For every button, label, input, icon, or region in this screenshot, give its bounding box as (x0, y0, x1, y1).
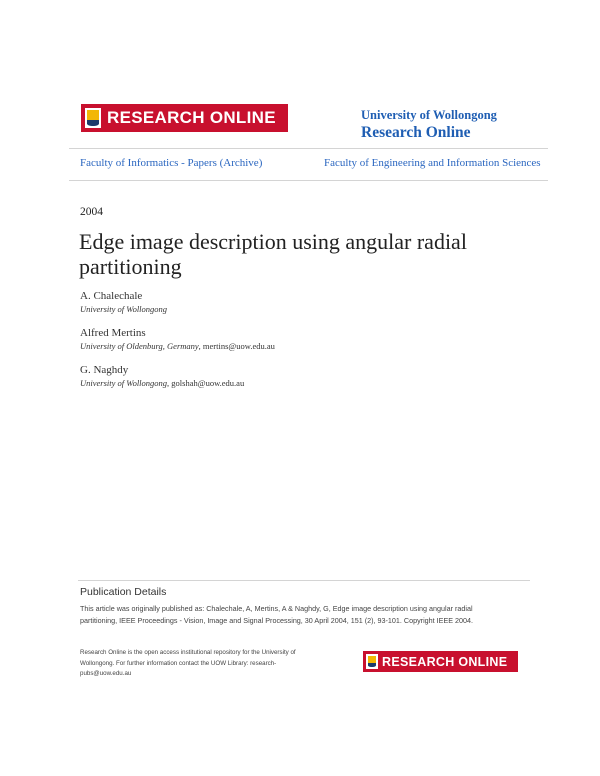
university-name: University of Wollongong (361, 108, 497, 122)
author-block (80, 290, 167, 314)
author-block (80, 327, 275, 351)
faculty-informatics-link[interactable]: Faculty of Informatics - Papers (Archive) (80, 157, 263, 169)
divider-bottom (69, 180, 548, 181)
publication-year: 2004 (80, 206, 103, 218)
author-affiliation: University of Wollongong (80, 304, 168, 314)
author-name: Alfred Mertins (80, 327, 146, 339)
paper-title: Edge image description using angular radial partitioning (79, 229, 467, 279)
uow-shield-icon (85, 108, 101, 128)
research-online-footer-logo[interactable] (363, 651, 518, 672)
author-block (80, 364, 244, 388)
uow-research-online-heading[interactable] (361, 108, 497, 142)
publication-details-heading: Publication Details (80, 586, 167, 598)
logo-text: RESEARCH ONLINE (107, 108, 276, 127)
author-affiliation: University of Wollongong, golshah@uow.edu.au (80, 378, 245, 388)
repository-footer-text: Research Online is the open access institutional repository for the University of Wollongong. For further information contact the UOW Library: research-pubs@uow.edu.au (80, 649, 296, 677)
divider-publication (78, 580, 530, 581)
publication-details-text: This article was originally published as: Chalechale, A, Mertins, A & Naghdy, G, Edge image description using angular radial partitioning, IEEE Proceedings - Vision, Image and Signal Processing, 30 April 2004, 151 (2), 93-101. Copyright IEEE 2004. (80, 604, 474, 625)
uow-shield-icon (366, 654, 378, 669)
divider-top (69, 148, 548, 149)
faculty-engineering-link[interactable]: Faculty of Engineering and Information Sciences (324, 157, 541, 169)
author-name: A. Chalechale (80, 290, 143, 302)
research-online-logo[interactable] (81, 104, 288, 132)
author-name: G. Naghdy (80, 364, 129, 376)
author-affiliation: University of Oldenburg, Germany, mertins@uow.edu.au (80, 341, 275, 351)
footer-logo-text: RESEARCH ONLINE (382, 654, 508, 669)
repository-name: Research Online (361, 124, 471, 141)
